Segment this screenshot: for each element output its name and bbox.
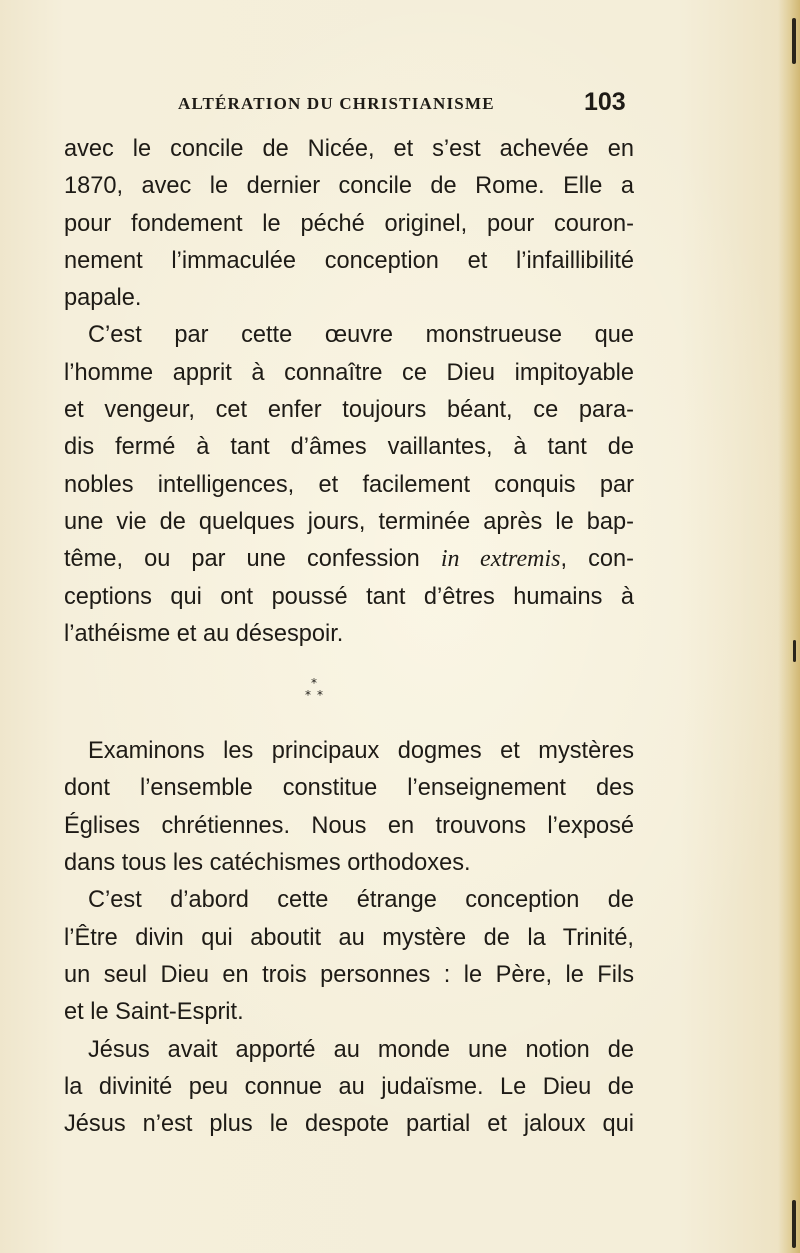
text-line: nobles intelligences, et facilement conquis par [64, 471, 634, 498]
text-line: l’athéisme et au désespoir. [64, 620, 344, 647]
text-line: Examinons les principaux dogmes et mystères [88, 738, 634, 765]
text-line: et le Saint-Esprit. [64, 999, 244, 1026]
text-line: nement l’immaculée conception et l’infaillibilité [64, 247, 634, 274]
text-line: l’homme apprit à connaître ce Dieu impitoyable [64, 359, 634, 386]
asterism-star: * [317, 688, 323, 703]
text-line: la divinité peu connue au judaïsme. Le Dieu de [64, 1073, 634, 1100]
text-line: Églises chrétiennes. Nous en trouvons l’exposé [64, 812, 634, 839]
text-line: et vengeur, cet enfer toujours béant, ce para- [64, 397, 634, 424]
text-line: Jésus n’est plus le despote partial et jaloux qui [64, 1111, 634, 1138]
page-edge-stain [778, 0, 800, 1253]
running-head [0, 88, 800, 118]
text-line: ceptions qui ont poussé tant d’êtres humains à [64, 583, 634, 610]
text-line: Jésus avait apporté au monde une notion de [88, 1036, 634, 1063]
page-edge-mark [793, 640, 796, 662]
text-line: 1870, avec le dernier concile de Rome. Elle a [64, 173, 634, 200]
text-line [64, 541, 634, 578]
text-line: avec le concile de Nicée, et s’est achevée en [64, 136, 634, 162]
text-line: C’est d’abord cette étrange conception de [88, 887, 634, 914]
text-segment: tême, ou par une confession [64, 546, 441, 573]
text-segment: , con- [560, 546, 634, 573]
text-line: l’Être divin qui aboutit au mystère de la Trinité, [64, 924, 634, 951]
running-title: ALTÉRATION DU CHRISTIANISME [178, 94, 495, 113]
text-line: dans tous les catéchismes orthodoxes. [64, 850, 471, 877]
text-line: pour fondement le péché originel, pour couron- [64, 210, 634, 237]
asterism-star: * [305, 688, 311, 703]
page-number: 103 [584, 88, 626, 116]
page-edge-mark [792, 18, 796, 64]
latin-phrase: in extremis [440, 546, 561, 573]
page-edge-mark [792, 1200, 796, 1248]
text-line: dis fermé à tant d’âmes vaillantes, à tant de [64, 434, 634, 461]
text-line: C’est par cette œuvre monstrueuse que [88, 322, 634, 349]
text-line: dont l’ensemble constitue l’enseignement des [64, 775, 634, 802]
text-line: un seul Dieu en trois personnes : le Père, le Fils [64, 961, 634, 988]
asterism-separator [64, 653, 634, 733]
text-line: papale. [64, 285, 142, 312]
body-text [64, 131, 634, 1143]
text-line: une vie de quelques jours, terminée après le bap- [64, 508, 634, 535]
asterism-star: * [311, 676, 317, 691]
